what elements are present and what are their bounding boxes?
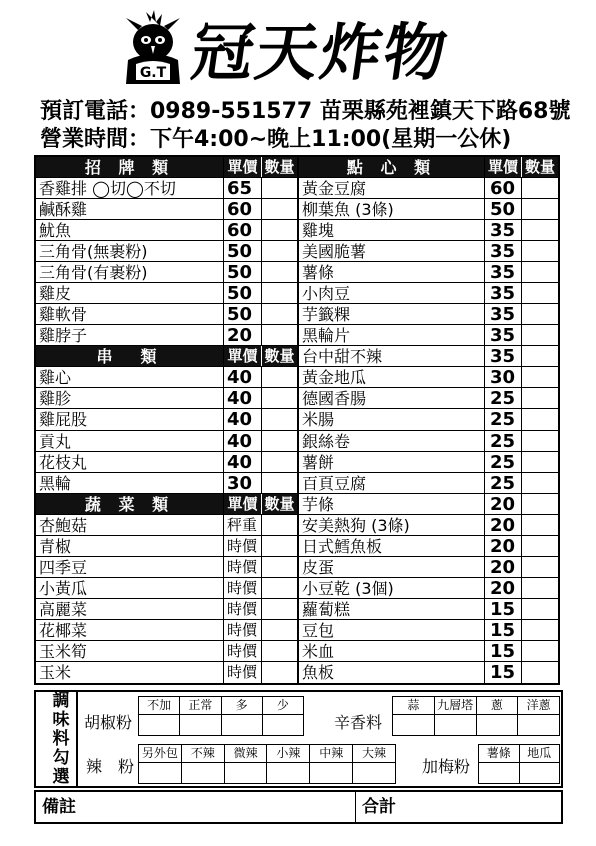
option-label: 中辣 [310, 745, 352, 763]
qty-input[interactable] [262, 388, 299, 408]
menu-row [36, 220, 558, 241]
menu-row [36, 662, 558, 683]
item-name: 薯餅 [299, 452, 485, 472]
item-name: 香雞排 ◯切◯不切 [36, 178, 224, 198]
item-name: 雞胗 [36, 388, 224, 408]
qty-input[interactable] [522, 494, 558, 514]
qty-input[interactable] [262, 220, 299, 240]
option-label: 洋蔥 [518, 697, 559, 715]
option-checkbox[interactable] [182, 745, 225, 783]
item-price: 25 [485, 431, 522, 451]
menu-row [36, 409, 558, 430]
option-checkbox[interactable] [267, 745, 310, 783]
item-price: 50 [485, 199, 522, 219]
pepper-label: 胡椒粉 [84, 713, 133, 732]
seasoning-section [34, 690, 563, 788]
option-label: 正常 [180, 697, 220, 715]
menu-row [36, 178, 558, 199]
option-label: 微辣 [225, 745, 267, 763]
item-price: 時價 [224, 620, 262, 640]
qty-input[interactable] [262, 262, 299, 282]
qty-input[interactable] [522, 388, 558, 408]
qty-input[interactable] [262, 536, 299, 556]
option-label: 地瓜 [520, 745, 560, 763]
item-name: 玉米筍 [36, 641, 224, 661]
item-name: 小肉豆 [299, 283, 485, 303]
item-price: 40 [224, 367, 262, 387]
section-title: 蔬 菜 類 [36, 494, 224, 514]
item-name: 小黃瓜 [36, 578, 224, 598]
menu-row [36, 515, 558, 536]
item-name: 黃金地瓜 [299, 367, 485, 387]
business-hours-line: 營業時間：下午4:00~晚上11:00(星期一公休) [40, 127, 512, 152]
menu-row [36, 641, 558, 662]
qty-input[interactable] [522, 620, 558, 640]
item-price: 20 [485, 557, 522, 577]
item-name: 米血 [299, 641, 485, 661]
option-checkbox[interactable] [263, 697, 303, 735]
menu-row [36, 473, 558, 494]
item-price: 35 [485, 283, 522, 303]
option-checkbox[interactable] [225, 745, 268, 783]
item-price: 15 [485, 620, 522, 640]
option-label: 大辣 [353, 745, 395, 763]
item-name: 雞塊 [299, 220, 485, 240]
item-name: 百頁豆腐 [299, 473, 485, 493]
qty-input[interactable] [522, 641, 558, 661]
item-name: 鹹酥雞 [36, 199, 224, 219]
qty-input[interactable] [522, 662, 558, 683]
qty-input[interactable] [262, 304, 299, 324]
item-price: 20 [485, 578, 522, 598]
item-price: 15 [485, 641, 522, 661]
menu-row [36, 494, 558, 515]
seasoning-vertical-label [46, 692, 78, 786]
qty-input[interactable] [262, 641, 299, 661]
price-header: 單價 [485, 157, 522, 177]
item-name: 薯條 [299, 262, 485, 282]
qty-input[interactable] [522, 431, 558, 451]
qty-input[interactable] [522, 409, 558, 429]
item-price: 時價 [224, 641, 262, 661]
item-price: 25 [485, 473, 522, 493]
item-price: 65 [224, 178, 262, 198]
item-name: 玉米 [36, 662, 224, 683]
qty-input[interactable] [522, 599, 558, 619]
vlabel-char: 選 [52, 766, 70, 787]
price-header: 單價 [224, 157, 262, 177]
menu-row [36, 557, 558, 578]
section-title: 招 牌 類 [36, 157, 224, 177]
brand-name: 冠天炸物 [186, 16, 454, 89]
qty-input[interactable] [522, 325, 558, 345]
option-label: 不加 [139, 697, 179, 715]
qty-input[interactable] [522, 515, 558, 535]
item-name: 銀絲卷 [299, 431, 485, 451]
option-label: 小辣 [267, 745, 309, 763]
qty-input[interactable] [522, 452, 558, 472]
option-checkbox[interactable] [393, 697, 435, 735]
qty-input[interactable] [262, 452, 299, 472]
plum-label: 加梅粉 [422, 757, 471, 776]
menu-row [36, 367, 558, 388]
item-price: 時價 [224, 599, 262, 619]
option-checkbox[interactable] [139, 697, 180, 735]
item-name: 日式鱈魚板 [299, 536, 485, 556]
item-name: 皮蛋 [299, 557, 485, 577]
item-price: 40 [224, 388, 262, 408]
item-price: 時價 [224, 578, 262, 598]
menu-row [36, 620, 558, 641]
item-price: 時價 [224, 536, 262, 556]
qty-input[interactable] [522, 346, 558, 366]
qty-input[interactable] [262, 599, 299, 619]
item-name: 花枝丸 [36, 452, 224, 472]
menu-table [34, 155, 560, 685]
qty-input[interactable] [522, 557, 558, 577]
aromatic-label: 辛香料 [334, 713, 383, 732]
qty-input[interactable] [262, 557, 299, 577]
qty-input[interactable] [262, 367, 299, 387]
item-name: 芋條 [299, 494, 485, 514]
item-name: 青椒 [36, 536, 224, 556]
option-checkbox[interactable] [222, 697, 263, 735]
item-name: 黃金豆腐 [299, 178, 485, 198]
spicy-label: 辣 粉 [86, 757, 135, 776]
plum-options [478, 744, 560, 784]
menu-row [36, 578, 558, 599]
item-price: 20 [224, 325, 262, 345]
qty-input[interactable] [262, 473, 299, 493]
item-name: 小豆乾 (3個) [299, 578, 485, 598]
option-label: 蒜 [393, 697, 434, 715]
menu-row [36, 431, 558, 452]
item-price: 35 [485, 325, 522, 345]
qty-input[interactable] [262, 431, 299, 451]
qty-input[interactable] [522, 473, 558, 493]
item-price: 35 [485, 220, 522, 240]
item-price: 時價 [224, 662, 262, 683]
item-price: 25 [485, 452, 522, 472]
qty-input[interactable] [522, 283, 558, 303]
qty-input[interactable] [522, 178, 558, 198]
item-name: 蘿蔔糕 [299, 599, 485, 619]
menu-row [36, 346, 558, 367]
section-title: 串 類 [36, 346, 224, 366]
price-header: 單價 [224, 346, 262, 366]
item-price: 25 [485, 409, 522, 429]
option-checkbox[interactable] [139, 745, 182, 783]
option-checkbox[interactable] [353, 745, 395, 783]
item-price: 35 [485, 346, 522, 366]
menu-row [36, 283, 558, 304]
item-name: 魚板 [299, 662, 485, 683]
item-price: 50 [224, 262, 262, 282]
option-label: 九層塔 [435, 697, 476, 715]
option-checkbox[interactable] [435, 697, 477, 735]
qty-input[interactable] [522, 578, 558, 598]
menu-row [36, 452, 558, 473]
item-price: 40 [224, 431, 262, 451]
item-name: 雞軟骨 [36, 304, 224, 324]
qty-header: 數量 [262, 157, 299, 177]
item-name: 貢丸 [36, 431, 224, 451]
footer-row [34, 790, 563, 824]
option-label: 不辣 [182, 745, 224, 763]
item-name: 雞皮 [36, 283, 224, 303]
pepper-options [138, 696, 304, 736]
option-checkbox[interactable] [310, 745, 353, 783]
item-price: 35 [485, 262, 522, 282]
menu-row [36, 157, 558, 178]
item-name: 德國香腸 [299, 388, 485, 408]
item-name: 杏鮑菇 [36, 515, 224, 535]
item-name: 豆包 [299, 620, 485, 640]
qty-input[interactable] [262, 241, 299, 261]
item-price: 35 [485, 241, 522, 261]
item-price: 60 [485, 178, 522, 198]
qty-input[interactable] [262, 178, 299, 198]
item-price: 50 [224, 283, 262, 303]
item-price: 15 [485, 662, 522, 683]
qty-input[interactable] [522, 262, 558, 282]
item-price: 60 [224, 199, 262, 219]
item-price: 秤重 [224, 515, 262, 535]
qty-input[interactable] [262, 662, 299, 683]
item-name: 雞脖子 [36, 325, 224, 345]
section-title: 點 心 類 [299, 157, 485, 177]
item-price: 20 [485, 515, 522, 535]
price-header: 單價 [224, 494, 262, 514]
item-price: 時價 [224, 557, 262, 577]
item-name: 安美熱狗 (3條) [299, 515, 485, 535]
qty-header: 數量 [262, 346, 299, 366]
notes-field[interactable]: 備註 [36, 792, 356, 822]
menu-row [36, 536, 558, 557]
item-price: 15 [485, 599, 522, 619]
qty-input[interactable] [262, 325, 299, 345]
menu-row [36, 388, 558, 409]
menu-row [36, 199, 558, 220]
option-label: 薯條 [479, 745, 519, 763]
menu-row [36, 304, 558, 325]
item-price: 20 [485, 536, 522, 556]
qty-input[interactable] [262, 409, 299, 429]
qty-input[interactable] [262, 283, 299, 303]
item-name: 雞心 [36, 367, 224, 387]
item-price: 20 [485, 494, 522, 514]
item-price: 30 [224, 473, 262, 493]
vlabel-char: 勾 [52, 747, 70, 768]
menu-row [36, 599, 558, 620]
logo-text: G.T [139, 65, 167, 81]
option-label: 蔥 [477, 697, 518, 715]
rooster-logo [118, 8, 188, 90]
qty-input[interactable] [262, 620, 299, 640]
qty-input[interactable] [522, 220, 558, 240]
option-checkbox[interactable] [479, 745, 520, 783]
qty-input[interactable] [522, 241, 558, 261]
qty-header: 數量 [522, 157, 558, 177]
option-checkbox[interactable] [518, 697, 559, 735]
item-price: 50 [224, 241, 262, 261]
qty-header: 數量 [262, 494, 299, 514]
item-price: 40 [224, 452, 262, 472]
item-name: 芋籤粿 [299, 304, 485, 324]
spicy-options [138, 744, 396, 784]
item-name: 米腸 [299, 409, 485, 429]
item-price: 25 [485, 388, 522, 408]
item-name: 柳葉魚 (3條) [299, 199, 485, 219]
item-name: 台中甜不辣 [299, 346, 485, 366]
menu-row [36, 325, 558, 346]
option-checkbox[interactable] [520, 745, 560, 783]
qty-input[interactable] [262, 199, 299, 219]
item-price: 40 [224, 409, 262, 429]
vlabel-char: 味 [52, 709, 70, 730]
vlabel-char: 料 [52, 728, 70, 749]
qty-input[interactable] [522, 536, 558, 556]
item-name: 花椰菜 [36, 620, 224, 640]
option-label: 多 [222, 697, 262, 715]
item-price: 50 [224, 304, 262, 324]
phone-address-line: 預訂電話：0989-551577 苗栗縣苑裡鎮天下路68號 [40, 99, 571, 124]
qty-input[interactable] [262, 515, 299, 535]
aromatic-options [392, 696, 560, 736]
qty-input[interactable] [522, 199, 558, 219]
item-name: 魷魚 [36, 220, 224, 240]
item-name: 黑輪片 [299, 325, 485, 345]
item-name: 四季豆 [36, 557, 224, 577]
item-name: 雞屁股 [36, 409, 224, 429]
option-checkbox[interactable] [180, 697, 221, 735]
vlabel-char: 調 [52, 690, 70, 711]
qty-input[interactable] [522, 367, 558, 387]
option-label: 另外包 [139, 745, 181, 763]
item-price: 35 [485, 304, 522, 324]
item-name: 三角骨(無裹粉) [36, 241, 224, 261]
menu-row [36, 241, 558, 262]
item-price: 30 [485, 367, 522, 387]
option-label: 少 [263, 697, 303, 715]
item-name: 高麗菜 [36, 599, 224, 619]
menu-row [36, 262, 558, 283]
item-price: 60 [224, 220, 262, 240]
item-name: 三角骨(有裹粉) [36, 262, 224, 282]
item-name: 黑輪 [36, 473, 224, 493]
item-name: 美國脆薯 [299, 241, 485, 261]
qty-input[interactable] [522, 304, 558, 324]
total-field[interactable]: 合計 [362, 797, 396, 817]
option-checkbox[interactable] [477, 697, 519, 735]
qty-input[interactable] [262, 578, 299, 598]
